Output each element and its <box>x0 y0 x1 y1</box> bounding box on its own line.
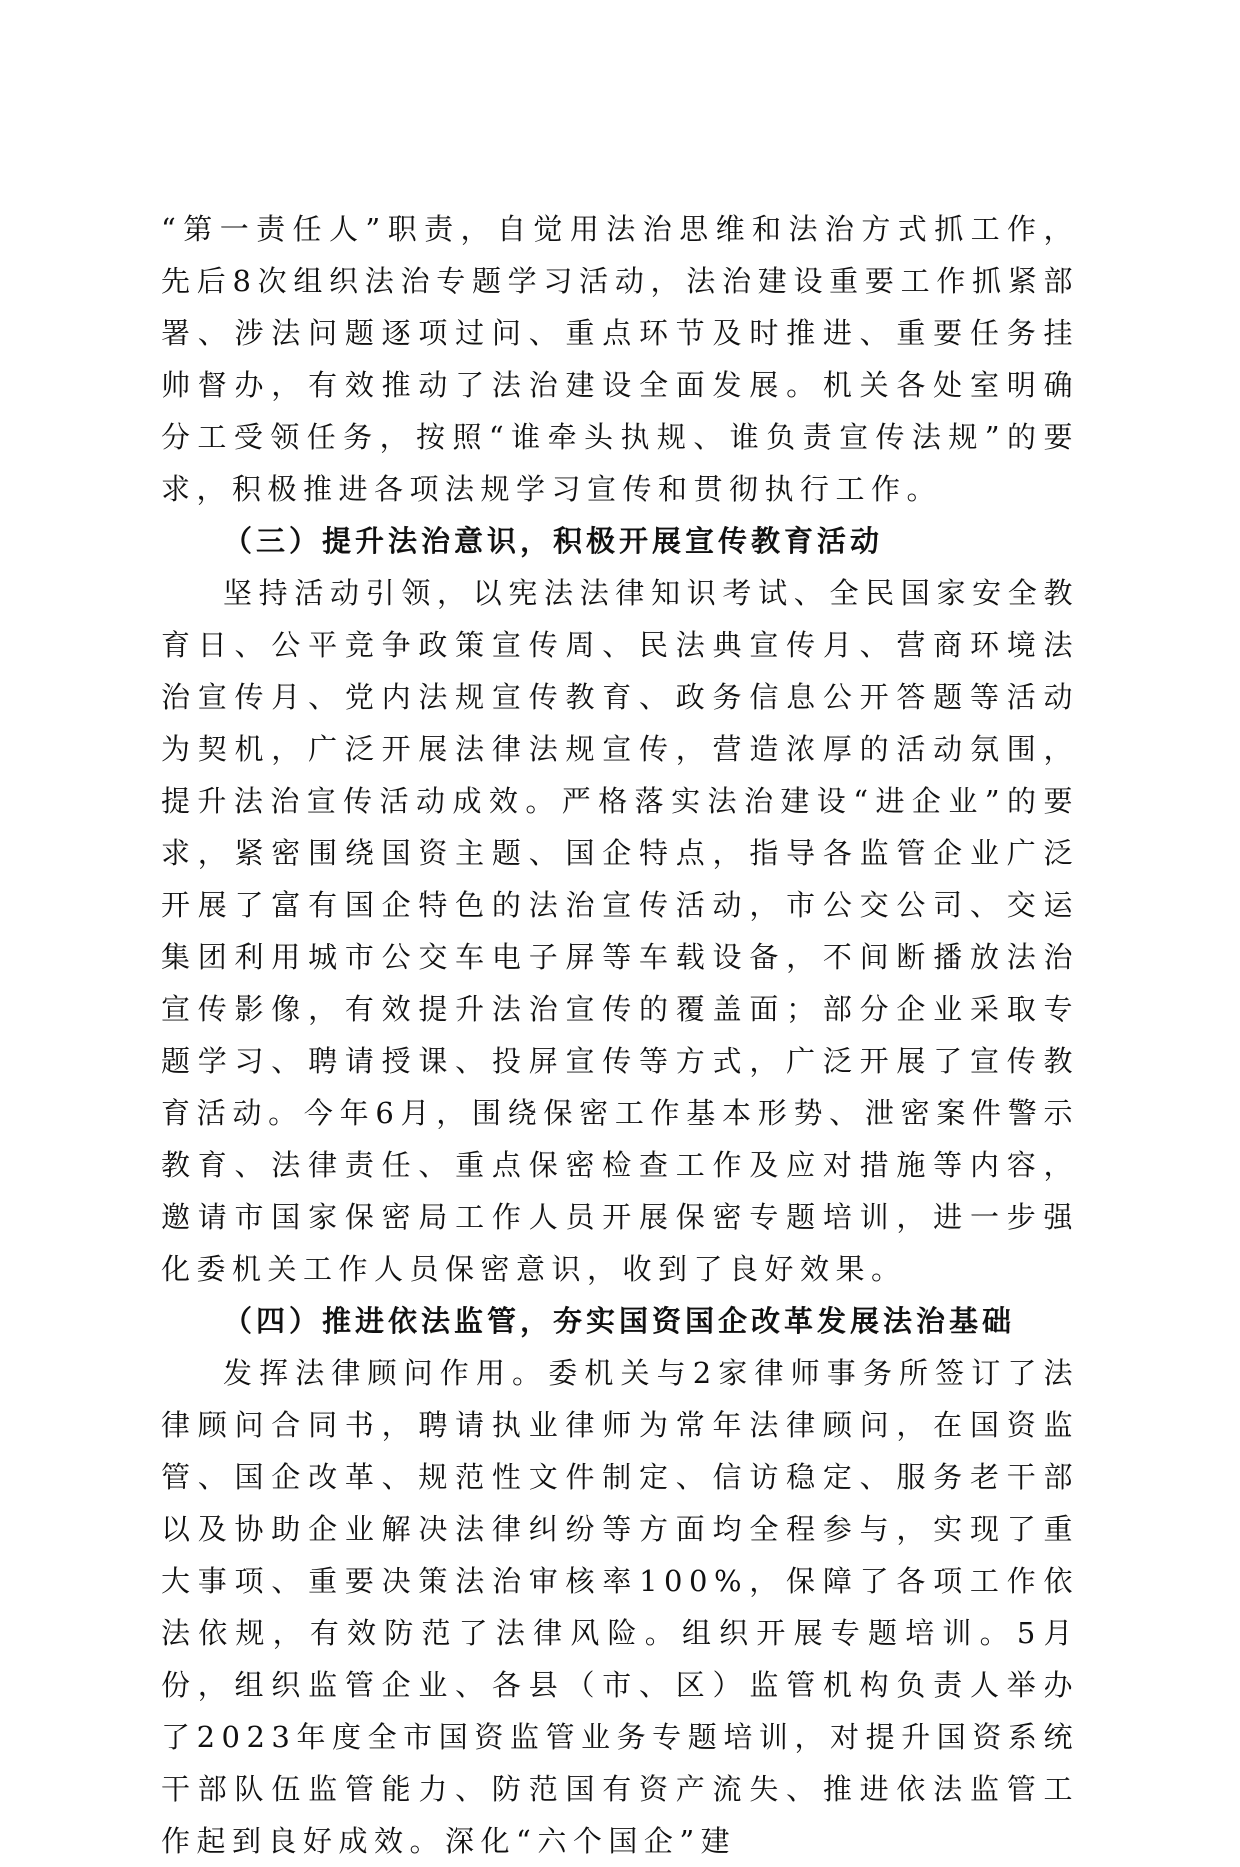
paragraph-legal-supervision: 发挥法律顾问作用。委机关与2家律师事务所签订了法律顾问合同书，聘请执业律师为常年法律顾问，在国资监管、国企改革、规范性文件制定、信访稳定、服务老干部以及协助企业解决法律纠纷等方面均全程参与，实现了重大事项、重要决策法治审核率100%，保障了各项工作依法依规，有效防范了法律风险。组织开展专题培训。5月份，组织监管企业、各县（市、区）监管机构负责人举办了2023年度全市国资监管业务专题培训，对提升国资系统干部队伍监管能力、防范国有资产流失、推进依法监管工作起到良好成效。深化“六个国企”建 <box>161 1356 1079 1858</box>
document-body <box>161 203 1079 1867</box>
paragraph-publicity-education: 坚持活动引领，以宪法法律知识考试、全民国家安全教育日、公平竞争政策宣传周、民法典宣传月、营商环境法治宣传月、党内法规宣传教育、政务信息公开答题等活动为契机，广泛开展法律法规宣传，营造浓厚的活动氛围，提升法治宣传活动成效。严格落实法治建设“进企业”的要求，紧密围绕国资主题、国企特点，指导各监管企业广泛开展了富有国企特色的法治宣传活动，市公交公司、交运集团利用城市公交车电子屏等车载设备，不间断播放法治宣传影像，有效提升法治宣传的覆盖面；部分企业采取专题学习、聘请授课、投屏宣传等方式，广泛开展了宣传教育活动。今年6月，围绕保密工作基本形势、泄密案件警示教育、法律责任、重点保密检查工作及应对措施等内容，邀请市国家保密局工作人员开展保密专题培训，进一步强化委机关工作人员保密意识，收到了良好效果。 <box>161 576 1079 1286</box>
section-heading-three: （三）提升法治意识，积极开展宣传教育活动 <box>223 524 884 558</box>
section-heading-four: （四）推进依法监管，夯实国资国企改革发展法治基础 <box>223 1304 1016 1338</box>
paragraph-continuation: “第一责任人”职责，自觉用法治思维和法治方式抓工作，先后8次组织法治专题学习活动，法治建设重要工作抓紧部署、涉法问题逐项过问、重点环节及时推进、重要任务挂帅督办，有效推动了法治建设全面发展。机关各处室明确分工受领任务，按照“谁牵头执规、谁负责宣传法规”的要求，积极推进各项法规学习宣传和贯彻执行工作。 <box>161 212 1079 506</box>
